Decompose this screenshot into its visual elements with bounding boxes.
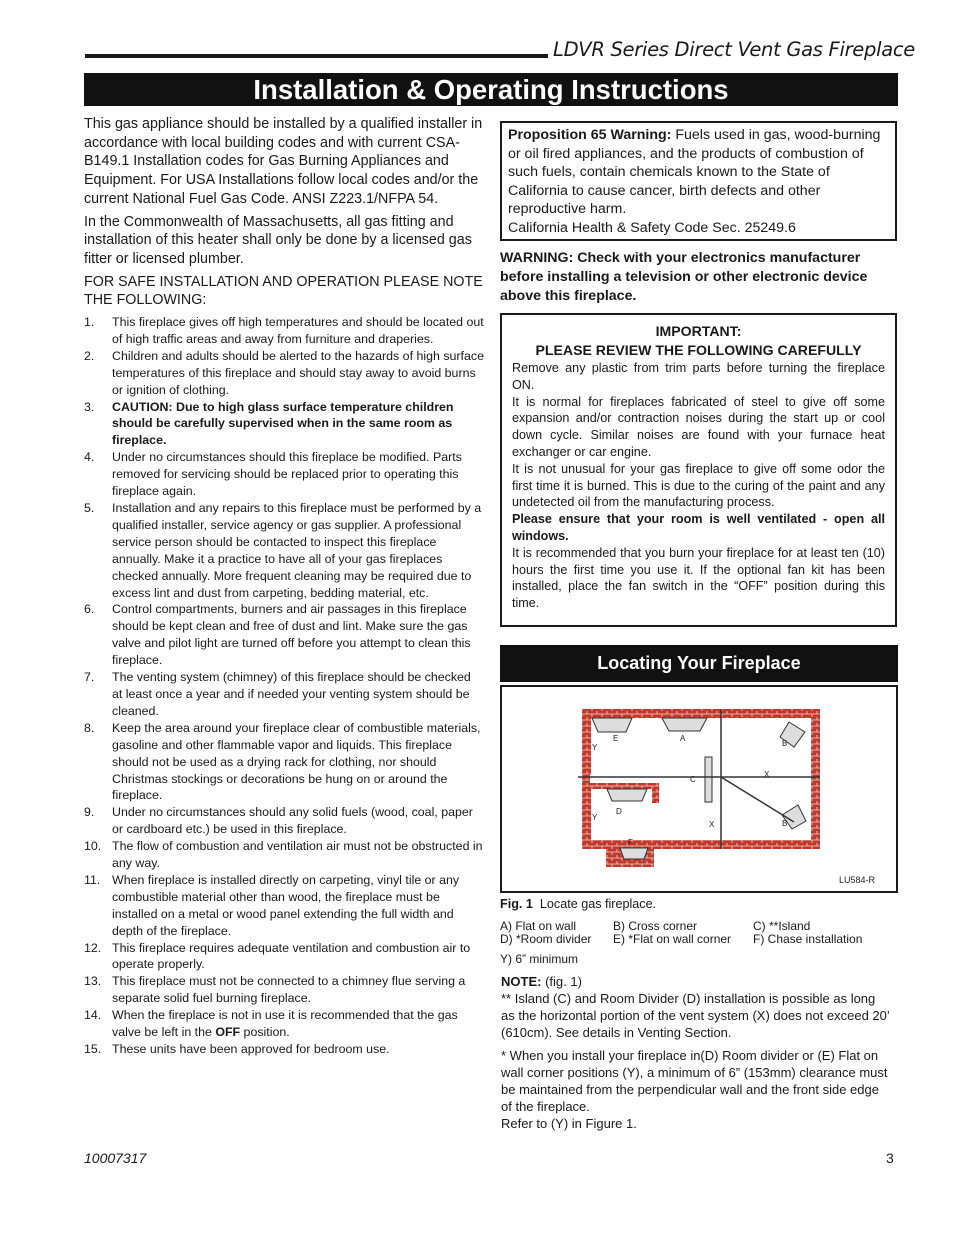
safety-item-number: 8. [84, 720, 95, 735]
important-title: IMPORTANT: [655, 323, 742, 339]
safety-item-text: The flow of combustion and ventilation air must not be obstructed in any way. [112, 839, 483, 871]
safety-item-number: 9. [84, 805, 95, 820]
safety-item [84, 973, 484, 1007]
safety-item-number: 2. [84, 348, 95, 363]
document-number: 10007317 [84, 1150, 147, 1166]
intro-paragraph-2: In the Commonwealth of Massachusetts, all gas fitting and installation of this heater shall only be done by a licensed gas fitter or licensed plumber. [84, 213, 472, 267]
important-p1: Remove any plastic from trim parts before turning the fireplace ON. [512, 361, 885, 392]
page-title: Installation & Operating Instructions [84, 73, 898, 106]
safety-item-text: Keep the area around your fireplace clear of combustible materials, gasoline and other flammable vapor and liquids. This fireplace should not be used as a drying rack for clothing, nor should Christmas stockings or decorations be hung on or around the fireplace. [112, 720, 481, 803]
fireplace-units [592, 718, 806, 859]
note-label: NOTE: [501, 974, 542, 989]
safety-item-number: 13. [84, 974, 102, 989]
label-e: E [613, 734, 619, 743]
safety-item-text: This fireplace must not be connected to a chimney flue serving a separate solid fuel burning fireplace. [112, 974, 466, 1006]
safety-item [84, 449, 484, 500]
important-p4: Please ensure that your room is well ventilated - open all windows. [512, 512, 885, 543]
legend-f: F) Chase installation [753, 932, 863, 946]
intro-paragraph-3: FOR SAFE INSTALLATION AND OPERATION PLEASE NOTE THE FOLLOWING: [84, 273, 483, 309]
label-y-1: Y [592, 743, 598, 752]
note-section [501, 973, 891, 1138]
important-p5: It is recommended that you burn your fireplace for at least ten (10) hours the first time you use it. If the optional fan kit has been installed, place the fan switch in the “OFF” position during this time. [512, 545, 885, 611]
legend-y: Y) 6” minimum [500, 952, 579, 966]
safety-item [84, 669, 484, 720]
tv-warning: WARNING: Check with your electronics manufacturer before installing a television or other electronic device above this fireplace. [500, 250, 868, 304]
safety-item [84, 399, 484, 450]
safety-item [84, 500, 484, 601]
header-rule [85, 54, 548, 58]
safety-item-text: OFF [215, 1025, 241, 1040]
left-column [84, 115, 484, 1058]
safety-item-number: 7. [84, 670, 95, 685]
legend-d: D) *Room divider [500, 932, 592, 946]
safety-item-text: When the fireplace is not in use it is recommended that the gas valve be left in the [112, 1008, 458, 1040]
label-x-1: X [764, 770, 770, 779]
figure-box [500, 685, 898, 893]
safety-item-number: 3. [84, 399, 95, 414]
legend-c: C) **Island [753, 919, 811, 933]
figure-caption-text: Locate gas fireplace. [539, 897, 657, 911]
safety-item-text: This fireplace gives off high temperatures and should be located out of high traffic areas and away from furniture and draperies. [112, 315, 484, 346]
legend-e: E) *Flat on wall corner [613, 932, 732, 946]
safety-item-text: position. [240, 1025, 290, 1040]
safety-item-text: CAUTION: Due to high glass surface temperature children should be carefully supervised when in the same room as fireplace. [112, 399, 454, 448]
safety-item-number: 6. [84, 602, 95, 617]
safety-item-number: 11. [84, 872, 101, 887]
figure-legend [500, 920, 862, 966]
safety-item-number: 15. [84, 1042, 102, 1056]
safety-item-number: 14. [84, 1008, 102, 1023]
label-x-2: X [709, 820, 715, 829]
safety-item [84, 804, 484, 838]
note-p2: * When you install your fireplace in(D) Room divider or (E) Flat on wall corner positions (Y), a minimum of 6” (153mm) clearance must be maintained from the perpendicular wall and the front side edge of the fireplace. [501, 1048, 888, 1114]
safety-item [84, 1041, 484, 1058]
safety-item [84, 601, 484, 669]
safety-item-text: Control compartments, burners and air passages in this fireplace should be kept clean and free of dust and lint. Make sure the gas valve and pilot light are turned off before you attempt to clean this fireplace. [112, 602, 471, 668]
label-c: C [690, 775, 696, 784]
important-p3: It is not unusual for your gas fireplace to give off some odor the first time it is burned. This is due to the curing of the paint and any undetected oil from the manufacturing process. [512, 461, 885, 510]
label-b-1: B [782, 739, 788, 748]
label-f: F [628, 838, 633, 847]
intro-paragraph-1: This gas appliance should be installed by a qualified installer in accordance with local building codes and with current CSA-B149.1 Installation codes for Gas Burning Appliances and Equipment. For USA Installations follow local codes and/or the current National Fuel Gas Code. ANSI Z223.1/NFPA 54. [84, 116, 483, 207]
safety-item-text: Under no circumstances should this fireplace be modified. Parts removed for servicing should be replaced prior to operating this fireplace again. [112, 450, 462, 499]
note-p3: Refer to (Y) in Figure 1. [501, 1116, 637, 1131]
figure-label: Fig. 1 [500, 897, 533, 911]
label-a: A [680, 734, 686, 743]
legend-a: A) Flat on wall [500, 919, 577, 933]
prop65-code: California Health & Safety Code Sec. 25249.6 [508, 219, 796, 236]
safety-item [84, 348, 484, 399]
diagram-code: LU584-R [839, 875, 876, 885]
note-p1: ** Island (C) and Room Divider (D) installation is possible as long as the horizontal portion of the vent system (X) does not exceed 20’ (610cm). See details in Venting Section. [501, 991, 890, 1040]
prop65-box [500, 121, 897, 241]
safety-item [84, 1007, 484, 1041]
safety-item-text: Under no circumstances should any solid fuels (wood, coal, paper or cardboard etc.) be used in this fireplace. [112, 805, 473, 837]
safety-item-number: 4. [84, 450, 95, 465]
important-p2: It is normal for fireplaces fabricated of steel to give off some expansion and/or contraction noises during the start up or cool down cycle. Similar noises are found with your furnace heat exchanger or car engine. [512, 394, 885, 459]
safety-item-number: 12. [84, 940, 102, 955]
safety-item-text: These units have been approved for bedroom use. [112, 1042, 390, 1056]
label-y-2: Y [592, 813, 598, 822]
safety-item-number: 1. [84, 315, 95, 330]
safety-item [84, 314, 484, 348]
note-ref: (fig. 1) [541, 974, 582, 989]
legend-row [500, 933, 862, 946]
safety-item [84, 940, 484, 974]
safety-item-text: Installation and any repairs to this fireplace must be performed by a qualified installer, service agency or gas supplier. A professional service person should be contacted to inspect this fireplace annually. Make it a practice to have all of your gas fireplaces checked annually. More frequent cleaning may be required due to excess lint and dust from carpeting, bedding material, etc. [112, 501, 482, 600]
label-b-2: B [782, 819, 788, 828]
locating-title: Locating Your Fireplace [500, 645, 898, 682]
safety-list [84, 314, 484, 1058]
prop65-text: Fuels used in gas, wood-burning or oil fired appliances, and the products of combustion of such fuels, contain chemicals known to the State of California to cause cancer, birth defects and other reproductive harm. [508, 127, 881, 218]
safety-item-number: 10. [84, 839, 102, 854]
safety-item-text: Children and adults should be alerted to the hazards of high surface temperatures of this fireplace and should stay away to avoid burns or ignition of clothing. [112, 348, 484, 397]
safety-item [84, 720, 484, 805]
safety-item-text: This fireplace requires adequate ventilation and combustion air to operate properly. [112, 940, 471, 972]
safety-item [84, 872, 484, 940]
safety-item-text: The venting system (chimney) of this fireplace should be checked at least once a year and if needed your venting system should be cleaned. [112, 670, 471, 718]
safety-item [84, 838, 484, 872]
important-box [500, 313, 897, 627]
safety-item-number: 5. [84, 501, 95, 515]
floor-plan-diagram [502, 687, 896, 891]
series-title: LDVR Series Direct Vent Gas Fireplace [553, 38, 915, 61]
legend-b: B) Cross corner [613, 919, 698, 933]
figure-caption [500, 897, 656, 911]
prop65-label: Proposition 65 Warning: [508, 127, 672, 143]
label-d: D [616, 807, 622, 816]
safety-item-text: When fireplace is installed directly on carpeting, vinyl tile or any combustible material other than wood, the fireplace must be installed on a metal or wood panel extending the full width and depth of the fireplace. [112, 872, 460, 938]
page-number: 3 [886, 1150, 894, 1166]
important-subtitle: PLEASE REVIEW THE FOLLOWING CAREFULLY [535, 342, 862, 358]
